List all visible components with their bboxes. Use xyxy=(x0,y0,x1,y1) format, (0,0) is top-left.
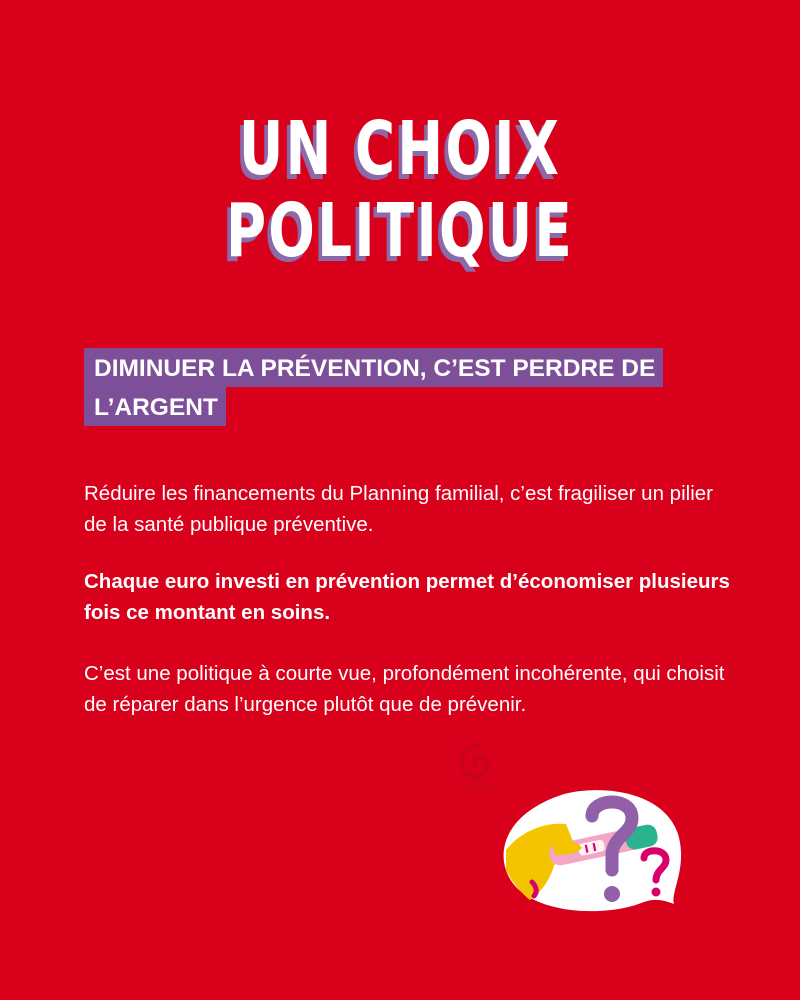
speech-bubble-pregnancy-test-question-marks-icon xyxy=(494,786,694,916)
subheading xyxy=(84,349,724,427)
title-line-2: POLITIQUE xyxy=(225,188,575,274)
subheading-highlight: DIMINUER LA PRÉVENTION, C’EST PERDRE DE L’ARGENT xyxy=(84,348,663,426)
title-line-1: UN CHOIX xyxy=(238,106,562,192)
page-title xyxy=(104,108,696,272)
paragraph-2-emphasis: Chaque euro investi en prévention permet d’économiser plusieurs fois ce montant en soins. xyxy=(84,570,730,624)
paragraph-3: C’est une politique à courte vue, profondément incohérente, qui choisit de réparer dans l’urgence plutôt que de prévenir. xyxy=(84,662,725,716)
paragraph-1: Réduire les financements du Planning familial, c’est fragiliser un pilier de la santé publique préventive. xyxy=(84,482,713,536)
